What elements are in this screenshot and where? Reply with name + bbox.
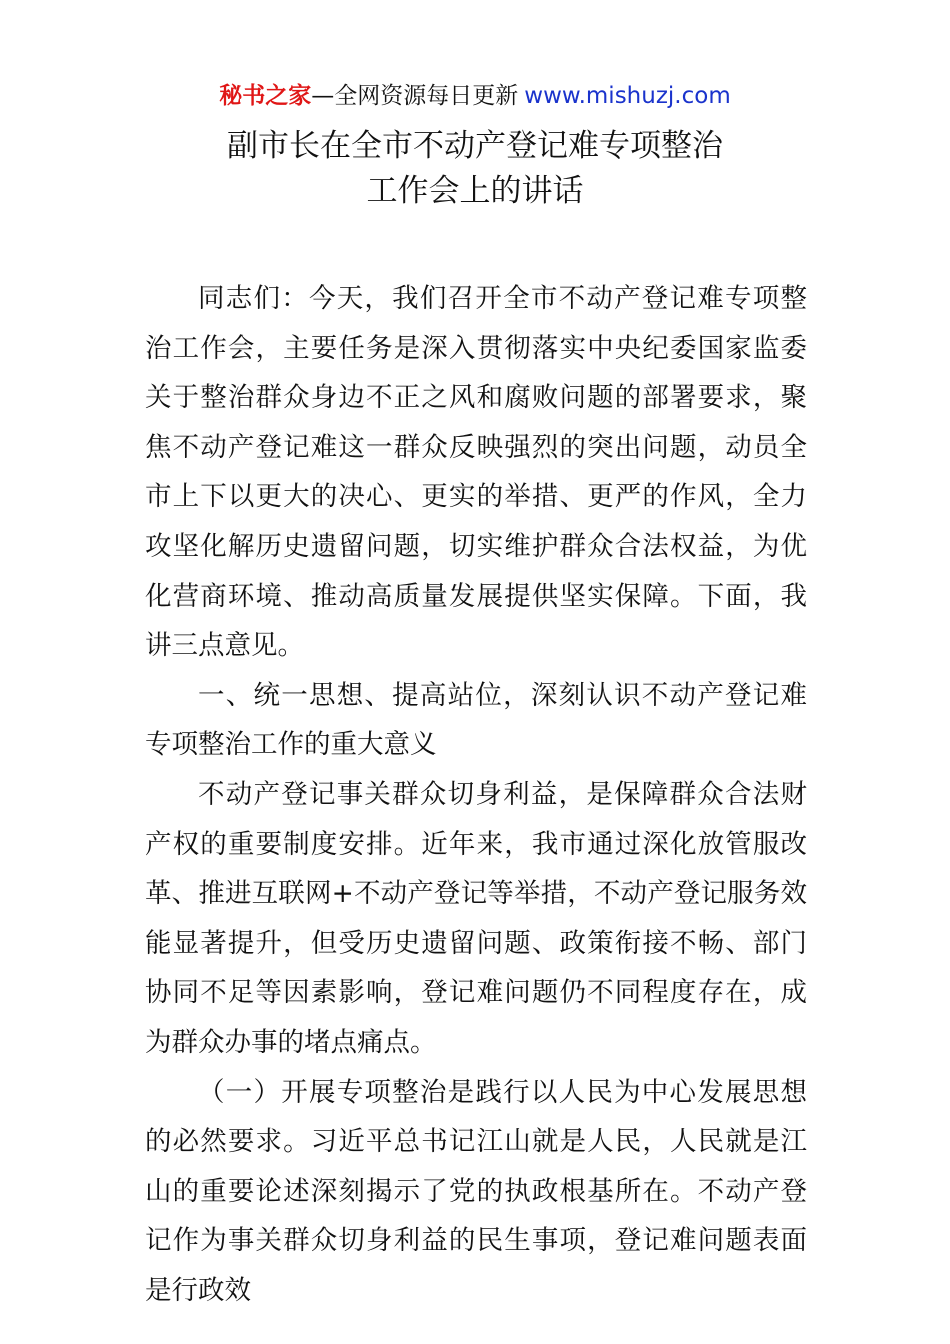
header-slogan: —全网资源每日更新 <box>311 83 519 109</box>
paragraph-background: 不动产登记事关群众切身利益，是保障群众合法财产权的重要制度安排。近年来，我市通过深化放管服改革、推进互联网+不动产登记等举措，不动产登记服务效能显著提升，但受历史遗留问题、政策衔接不畅、部门协同不足等因素影响，登记难问题仍不同程度存在，成为群众办事的堵点痛点。 <box>145 778 807 1058</box>
paragraph-greeting: 同志们：今天，我们召开全市不动产登记难专项整治工作会，主要任务是深入贯彻落实中央纪委国家监委关于整治群众身边不正之风和腐败问题的部署要求，聚焦不动产登记难这一群众反映强烈的突出问题，动员全市上下以更大的决心、更实的举措、更严的作风，全力攻坚化解历史遗留问题，切实维护群众合法权益，为优化营商环境、推动高质量发展提供坚实保障。下面，我讲三点意见。 <box>145 283 807 662</box>
brand-name: 秘书之家 <box>219 83 312 109</box>
title-line-2: 工作会上的讲话 <box>366 173 584 209</box>
title-line-1: 副市长在全市不动产登记难专项整治 <box>227 128 723 164</box>
document-title <box>0 124 950 214</box>
document-body <box>145 274 807 1315</box>
site-header <box>0 80 950 112</box>
paragraph-point-1: （一）开展专项整治是践行以人民为中心发展思想的必然要求。习近平总书记江山就是人民，人民就是江山的重要论述深刻揭示了党的执政根基所在。不动产登记作为事关群众切身利益的民生事项，登记难问题表面是行政效 <box>145 1076 807 1306</box>
section-heading-1: 一、统一思想、提高站位，深刻认识不动产登记难专项整治工作的重大意义 <box>145 679 807 761</box>
site-url-link[interactable]: www.mishuzj.com <box>524 83 731 109</box>
